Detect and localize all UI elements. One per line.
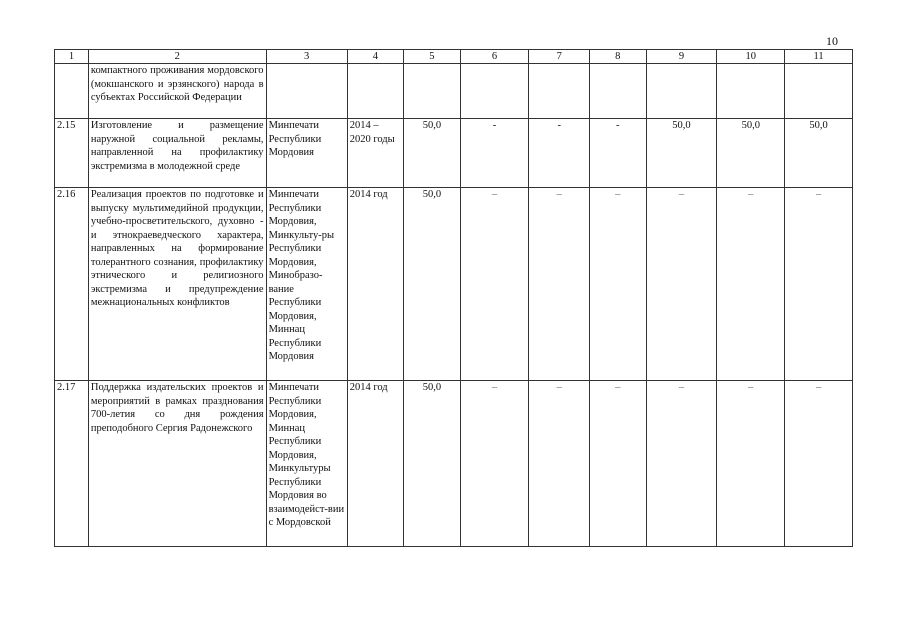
- row-value: –: [460, 188, 529, 381]
- row-period: 2014 – 2020 годы: [347, 119, 403, 188]
- row-description: Поддержка издательских проектов и мероприятий в рамках празднования 700-летия со дня рождения преподобного Сергия Радонежского: [88, 381, 266, 547]
- table-row: [55, 64, 853, 119]
- row-value: [646, 64, 717, 119]
- column-header: 6: [460, 50, 529, 64]
- column-header: 10: [717, 50, 785, 64]
- row-description: Реализация проектов по подготовке и выпуску мультимедийной продукции, учебно-просветительского, духовно - и этнокраеведческого характера, направленных на формирование толерантного сознания, профилактику этнического и религиозного экстремизма и предупреждение межнациональных конфликтов: [88, 188, 266, 381]
- row-value: 50,0: [404, 119, 460, 188]
- row-value: 50,0: [404, 188, 460, 381]
- row-value: –: [590, 381, 646, 547]
- column-header: 8: [590, 50, 646, 64]
- column-header: 9: [646, 50, 717, 64]
- row-value: –: [717, 188, 785, 381]
- row-period: 2014 год: [347, 381, 403, 547]
- row-value: -: [590, 119, 646, 188]
- row-value: 50,0: [785, 119, 853, 188]
- column-header: 5: [404, 50, 460, 64]
- row-value: –: [646, 188, 717, 381]
- row-value: 50,0: [404, 381, 460, 547]
- column-header: 2: [88, 50, 266, 64]
- column-header: 1: [55, 50, 89, 64]
- row-value: –: [785, 188, 853, 381]
- row-value: [460, 64, 529, 119]
- row-number: 2.15: [55, 119, 89, 188]
- row-number: 2.16: [55, 188, 89, 381]
- column-header: 4: [347, 50, 403, 64]
- row-number: 2.17: [55, 381, 89, 547]
- row-description: Изготовление и размещение наружной социальной рекламы, направленной на профилактику экстремизма в молодежной среде: [88, 119, 266, 188]
- row-executor: [266, 64, 347, 119]
- header-row: [55, 50, 853, 64]
- row-executor: Минпечати Республики Мордовия, Миннац Республики Мордовия, Минкультуры Республики Мордовия во взаимодейст-вии с Мордовской: [266, 381, 347, 547]
- row-number: [55, 64, 89, 119]
- row-value: [717, 64, 785, 119]
- row-value: –: [646, 381, 717, 547]
- table-row: [55, 381, 853, 547]
- column-header: 11: [785, 50, 853, 64]
- column-header: 3: [266, 50, 347, 64]
- row-value: –: [529, 381, 590, 547]
- table-row: [55, 188, 853, 381]
- table-row: [55, 119, 853, 188]
- row-value: [590, 64, 646, 119]
- row-value: -: [529, 119, 590, 188]
- row-value: -: [460, 119, 529, 188]
- row-executor: Минпечати Республики Мордовия: [266, 119, 347, 188]
- row-value: –: [590, 188, 646, 381]
- row-value: 50,0: [717, 119, 785, 188]
- row-value: 50,0: [646, 119, 717, 188]
- row-value: –: [717, 381, 785, 547]
- row-period: 2014 год: [347, 188, 403, 381]
- program-table: [54, 49, 853, 547]
- row-value: [529, 64, 590, 119]
- row-value: [785, 64, 853, 119]
- row-value: –: [785, 381, 853, 547]
- row-period: [347, 64, 403, 119]
- row-description: компактного проживания мордовского (мокшанского и эрзянского) народа в субъектах Российской Федерации: [88, 64, 266, 119]
- row-executor: Минпечати Республики Мордовия, Минкульту-ры Республики Мордовия, Минобразо-вание Республики Мордовия, Миннац Республики Мордовия: [266, 188, 347, 381]
- page-number: 10: [826, 34, 838, 48]
- column-header: 7: [529, 50, 590, 64]
- row-value: –: [529, 188, 590, 381]
- row-value: [404, 64, 460, 119]
- row-value: –: [460, 381, 529, 547]
